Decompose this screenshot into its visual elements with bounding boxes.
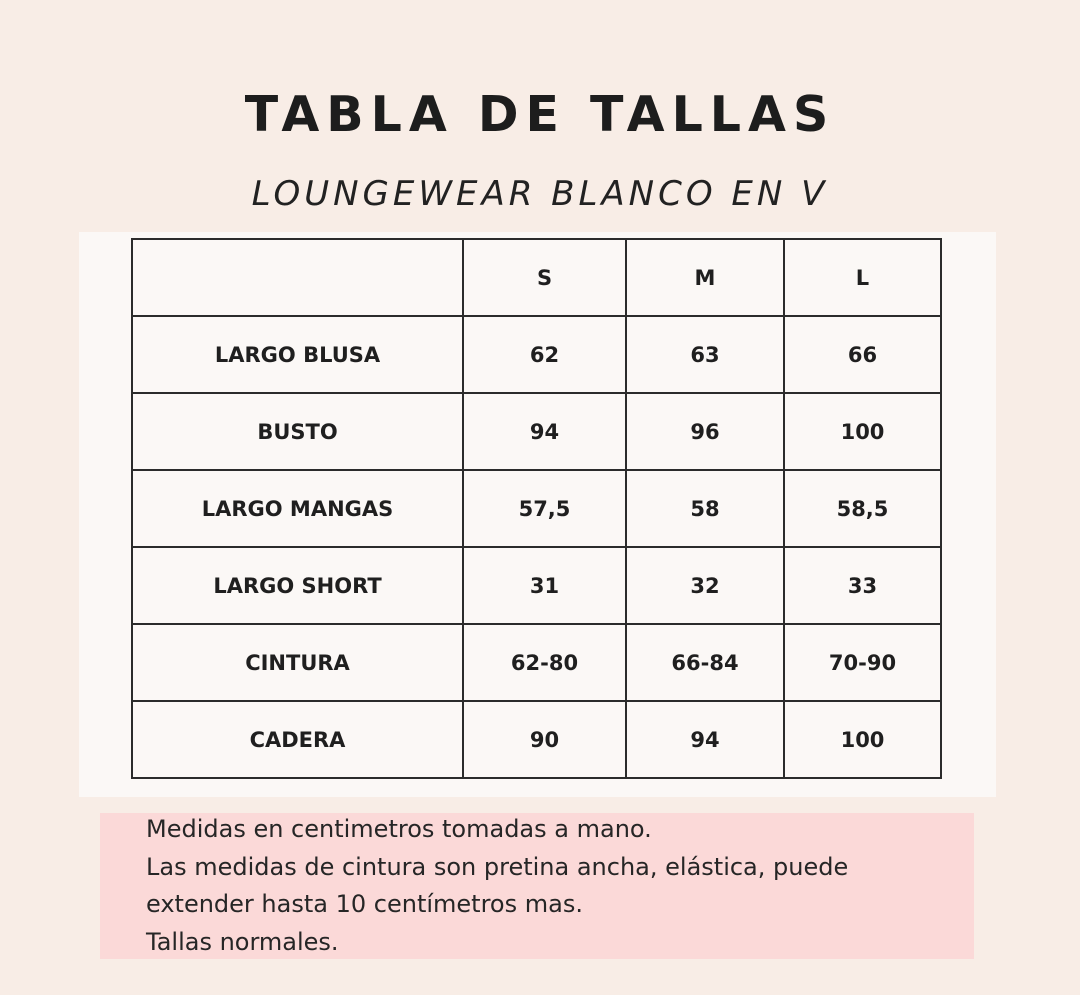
table-row (132, 701, 941, 778)
table-cell: 31 (463, 547, 626, 624)
table-row (132, 316, 941, 393)
table-cell: 66-84 (626, 624, 784, 701)
size-table-panel (79, 232, 996, 797)
table-header-cell: M (626, 239, 784, 316)
row-label-cell: CADERA (132, 701, 463, 778)
row-label-cell: CINTURA (132, 624, 463, 701)
table-cell: 57,5 (463, 470, 626, 547)
table-cell: 100 (784, 393, 941, 470)
row-label-cell: LARGO SHORT (132, 547, 463, 624)
table-cell: 94 (463, 393, 626, 470)
table-cell: 33 (784, 547, 941, 624)
row-label-cell: BUSTO (132, 393, 463, 470)
table-cell: 94 (626, 701, 784, 778)
table-cell: 66 (784, 316, 941, 393)
note-line: Medidas en centimetros tomadas a mano. (146, 815, 652, 843)
row-label-cell: LARGO MANGAS (132, 470, 463, 547)
table-row (132, 547, 941, 624)
note-line: Las medidas de cintura son pretina ancha, elástica, puede (146, 853, 849, 881)
table-cell: 70-90 (784, 624, 941, 701)
table-header-row (132, 239, 941, 316)
table-cell: 62-80 (463, 624, 626, 701)
table-cell: 63 (626, 316, 784, 393)
table-cell: 100 (784, 701, 941, 778)
table-row (132, 624, 941, 701)
page-subtitle: LOUNGEWEAR BLANCO EN V (251, 174, 829, 214)
note-line: extender hasta 10 centímetros mas. (146, 890, 583, 918)
table-cell: 58 (626, 470, 784, 547)
table-row (132, 393, 941, 470)
table-cell: 62 (463, 316, 626, 393)
notes-panel (100, 813, 974, 959)
table-cell: 32 (626, 547, 784, 624)
table-cell: 96 (626, 393, 784, 470)
table-row (132, 470, 941, 547)
size-table (131, 238, 942, 779)
note-line: Tallas normales. (146, 928, 339, 956)
table-cell: 90 (463, 701, 626, 778)
table-header-cell: L (784, 239, 941, 316)
table-header-cell: S (463, 239, 626, 316)
table-header-cell (132, 239, 463, 316)
page-title: TABLA DE TALLAS (244, 86, 836, 143)
table-cell: 58,5 (784, 470, 941, 547)
row-label-cell: LARGO BLUSA (132, 316, 463, 393)
